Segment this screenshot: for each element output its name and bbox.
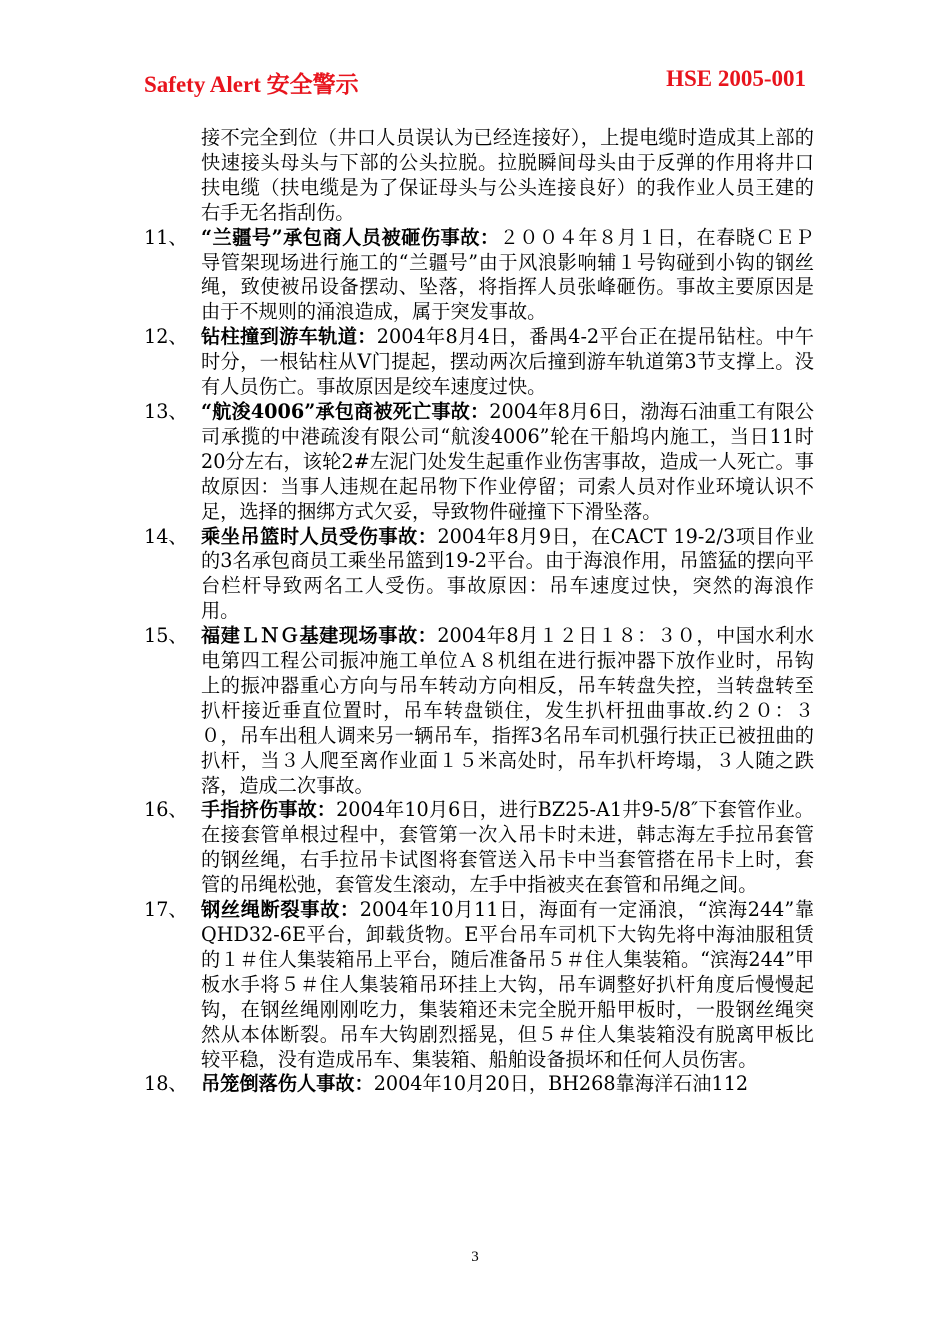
item-number: 17、	[144, 898, 188, 922]
item-text: 2004年10月6日，进行BZ25-A1井9-5/8″下套管作业。在接套管单根过程中，套管第一次入吊卡时未进，韩志海左手拉吊套管的钢丝绳，右手拉吊卡试图将套管送入吊卡中当套管搭在吊卡上时，套管的吊绳松弛，套管发生滚动，左手中指被夹在套管和吊绳之间。	[201, 798, 814, 897]
item-number: 14、	[144, 524, 188, 548]
list-item	[144, 525, 814, 625]
item-title: 福建ＬＮＧ基建现场事故：	[201, 624, 438, 648]
header-title: Safety Alert 安全警示	[144, 72, 359, 97]
item-number: 12、	[144, 325, 188, 349]
item-title: 钢丝绳断裂事故：	[201, 898, 360, 922]
item-text: 2004年10月11日，海面有一定涌浪，“滨海244”靠QHD32-6E平台，卸载货物。E平台吊车司机下大钩先将中海油服租赁的１＃住人集装箱吊上平台，随后准备吊５＃住人集装箱。“滨海244”甲板水手将５＃住人集装箱吊环挂上大钩，吊车调整好扒杆角度后慢慢起钩，在钢丝绳刚刚吃力，集装箱还未完全脱开船甲板时，一股钢丝绳突然从本体断裂。吊车大钩剧烈摇晃，但５＃住人集装箱没有脱离甲板比较平稳，没有造成吊车、集装箱、船舶设备损坏和任何人员伤害。	[201, 898, 815, 1071]
list-item	[144, 400, 814, 525]
item-number: 13、	[144, 399, 188, 423]
item-number: 11、	[144, 225, 188, 249]
item-text: 2004年8月6日，渤海石油重工有限公司承揽的中港疏浚有限公司“航浚4006”轮在干船坞内施工，当日11时20分左右，该轮2#左泥门处发生起重作业伤害事故，造成一人死亡。事故原因：当事人违规在起吊物下作业停留；司索人员对作业环境认识不足，选择的捆绑方式欠妥，导致物件碰撞下下滑坠落。	[201, 399, 814, 523]
item-number: 18、	[144, 1072, 188, 1096]
list-item	[144, 226, 814, 326]
list-item	[144, 798, 814, 898]
item-title: 手指挤伤事故：	[201, 798, 337, 822]
item-number: 15、	[144, 624, 188, 648]
item-title: “航浚4006”承包商被死亡事故：	[201, 399, 490, 423]
item-text: 2004年10月20日，BH268靠海洋石油112	[373, 1072, 749, 1096]
item-text: 2004年8月9日，在CACT 19-2/3项目作业的3名承包商员工乘坐吊篮到19-2平台。由于海浪作用，吊篮猛的摆向平台栏杆导致两名工人受伤。事故原因：吊车速度过快，突然的海浪作用。	[201, 524, 815, 623]
page-header	[144, 66, 806, 100]
item-title: 钻柱撞到游车轨道：	[201, 325, 377, 349]
intro-paragraph: 接不完全到位（井口人员误认为已经连接好），上提电缆时造成其上部的快速接头母头与下部的公头拉脱。拉脱瞬间母头由于反弹的作用将井口扶电缆（扶电缆是为了保证母头与公头连接良好）的我作业人员王建的右手无名指刮伤。	[201, 126, 814, 224]
item-title: 乘坐吊篮时人员受伤事故：	[201, 524, 438, 548]
list-item	[144, 624, 814, 798]
list-item	[144, 898, 814, 1072]
header-code: HSE 2005-001	[666, 66, 806, 91]
item-text: 2004年8月4日，番禺4-2平台正在提吊钻柱。中午时分，一根钻柱从V门提起，摆动两次后撞到游车轨道第3节支撑上。没有人员伤亡。事故原因是绞车速度过快。	[201, 325, 814, 399]
page-number: 3	[471, 1249, 479, 1265]
item-text: 2004年8月１２日１８：３０，中国水利水电第四工程公司振冲施工单位Ａ８机组在进行振冲器下放作业时，吊钩上的振冲器重心方向与吊车转动方向相反，吊车转盘失控，当转盘转至扒杆接近垂直位置时，吊车转盘锁住，发生扒杆扭曲事故.约２０：３０，吊车出租人调来另一辆吊车，指挥3名吊车司机强行扶正已被扭曲的扒杆，当３人爬至离作业面１５米高处时，吊车扒杆垮塌，３人随之跌落，造成二次事故。	[201, 624, 815, 797]
item-title: 吊笼倒落伤人事故：	[201, 1072, 374, 1096]
document-body	[144, 126, 814, 1097]
item-text: ２００４年８月１日，在春晓ＣＥＰ导管架现场进行施工的“兰疆号”由于风浪影响辅１号钩碰到小钩的钢丝绳，致使被吊设备摆动、坠落，将指挥人员张峰砸伤。事故主要原因是由于不规则的涌浪造成，属于突发事故。	[201, 225, 814, 324]
item-number: 16、	[144, 798, 188, 822]
list-item	[144, 1072, 814, 1097]
list-item	[144, 325, 814, 400]
item-title: “兰疆号”承包商人员被砸伤事故：	[201, 225, 500, 249]
